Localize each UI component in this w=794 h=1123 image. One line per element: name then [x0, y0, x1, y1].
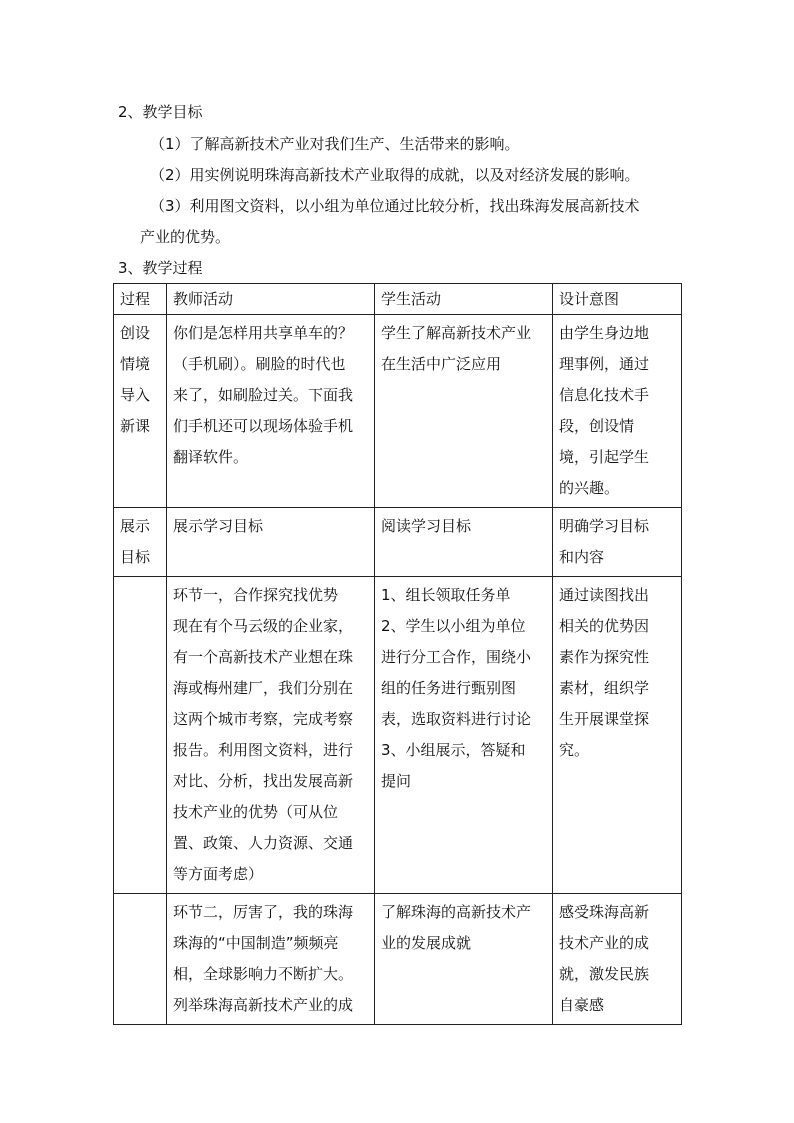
- header-teacher-activity: 教师活动: [167, 284, 375, 315]
- design-intent-cell: 通过读图找出 相关的优势因 素作为探究性 素材，组织学 生开展课堂探 究。: [553, 577, 682, 894]
- section-3-heading: 3、教学过程: [118, 259, 203, 277]
- teacher-activity-cell: 环节二，厉害了，我的珠海 珠海的“中国制造”频频亮 相，全球影响力不断扩大。 列举珠海高新技术产业的成: [167, 894, 375, 1025]
- student-activity-cell: 阅读学习目标: [375, 508, 553, 577]
- process-cell: 展示 目标: [114, 508, 167, 577]
- objective-2: （2）用实例说明珠海高新技术产业取得的成就，以及对经济发展的影响。: [150, 166, 640, 184]
- objective-1: （1）了解高新技术产业对我们生产、生活带来的影响。: [150, 135, 520, 153]
- table-row: [114, 577, 682, 894]
- table-row: [114, 508, 682, 577]
- process-cell: 创设 情境 导入 新课: [114, 315, 167, 508]
- objective-3-continued: 产业的优势。: [140, 228, 231, 246]
- objective-3: （3）利用图文资料，以小组为单位通过比较分析，找出珠海发展高新技术: [150, 197, 640, 215]
- teacher-activity-cell: 环节一，合作探究找优势 现在有个马云级的企业家， 有一个高新技术产业想在珠 海或梅州建厂，我们分别在 这两个城市考察，完成考察 报告。利用图文资料，进行 对比、分析，找出发展高新 技术产业的优势（可从位 置、政策、人力资源、交通 等方面考虑）: [167, 577, 375, 894]
- design-intent-cell: 明确学习目标 和内容: [553, 508, 682, 577]
- table-header-row: [114, 284, 682, 315]
- section-2-heading: 2、教学目标: [118, 103, 203, 121]
- student-activity-cell: 了解珠海的高新技术产 业的发展成就: [375, 894, 553, 1025]
- design-intent-cell: 由学生身边地 理事例，通过 信息化技术手 段，创设情 境，引起学生 的兴趣。: [553, 315, 682, 508]
- teacher-activity-cell: 你们是怎样用共享单车的？ （手机刷）。刷脸的时代也 来了，如刷脸过关。下面我 们手机还可以现场体验手机 翻译软件。: [167, 315, 375, 508]
- process-cell: [114, 894, 167, 1025]
- design-intent-cell: 感受珠海高新 技术产业的成 就，激发民族 自豪感: [553, 894, 682, 1025]
- header-student-activity: 学生活动: [375, 284, 553, 315]
- header-process: 过程: [114, 284, 167, 315]
- teaching-process-table: [113, 283, 682, 1025]
- process-cell: [114, 577, 167, 894]
- student-activity-cell: 学生了解高新技术产业 在生活中广泛应用: [375, 315, 553, 508]
- table-row: [114, 894, 682, 1025]
- student-activity-cell: 1、组长领取任务单 2、学生以小组为单位 进行分工合作，围绕小 组的任务进行甄别图 表，选取资料进行讨论 3、小组展示，答疑和 提问: [375, 577, 553, 894]
- header-design-intent: 设计意图: [553, 284, 682, 315]
- table-row: [114, 315, 682, 508]
- teacher-activity-cell: 展示学习目标: [167, 508, 375, 577]
